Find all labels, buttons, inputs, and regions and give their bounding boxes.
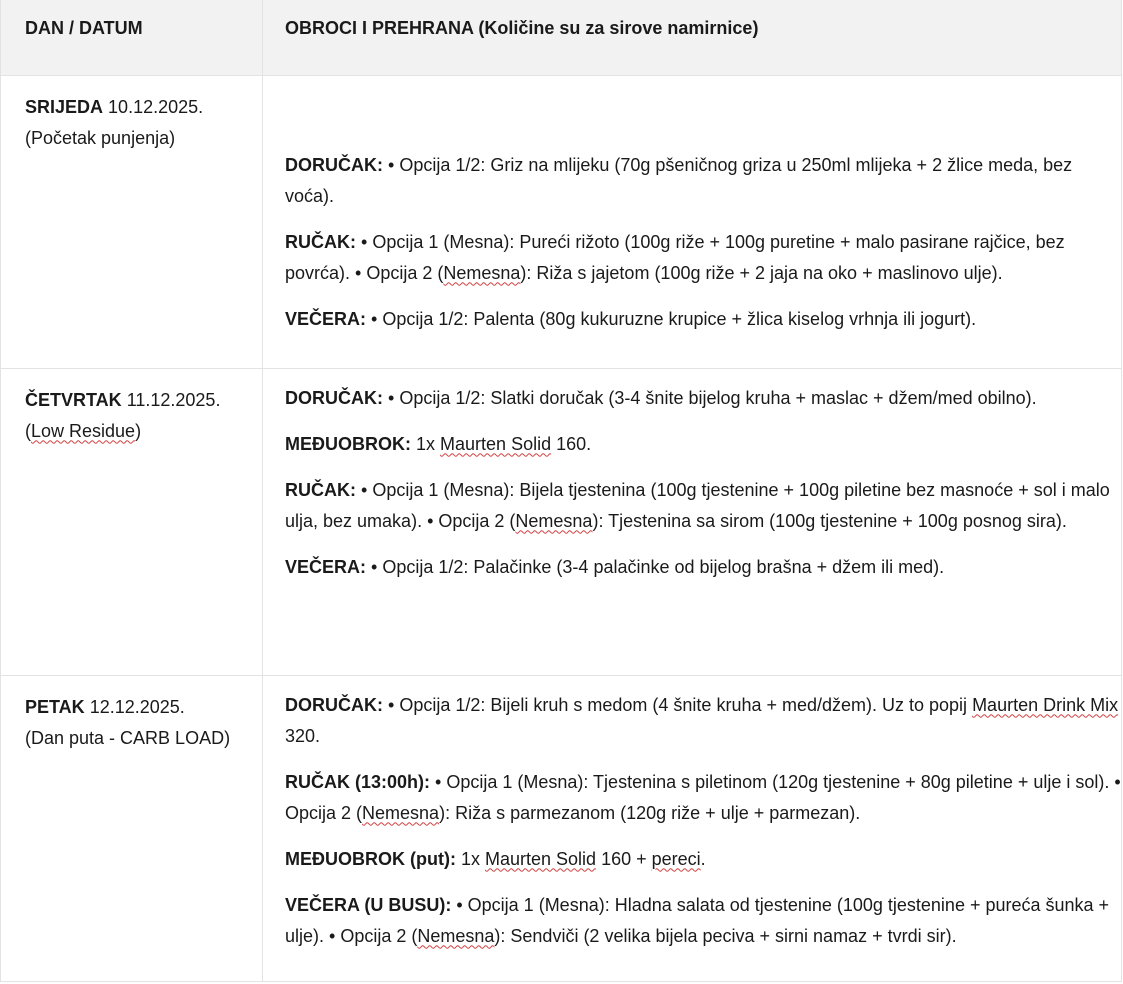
spellcheck-word: Nemesna	[362, 802, 440, 823]
meal-label: VEČERA:	[285, 556, 367, 577]
meal-lunch: RUČAK: • Opcija 1 (Mesna): Bijela tjestenina (100g tjestenine + 100g piletine bez masnoće + sol i malo ulja, bez umaka). • Opcija 2 (Nemesna): Tjestenina sa sirom (100g tjestenine + 100g posnog sira).	[285, 479, 1110, 531]
meal-text: • Opcija 1/2: Griz na mlijeku (70g pšeničnog griza u 250ml mlijeka + 2 žlice meda, bez voća).	[285, 154, 1073, 206]
header-day-date: DAN / DATUM	[1, 0, 263, 75]
spellcheck-word: pereci	[651, 848, 701, 869]
meals-cell	[263, 675, 1122, 981]
day-note: (Low Residue)	[25, 420, 142, 441]
spellcheck-word: Maurten Solid	[440, 433, 552, 454]
meal-label: DORUČAK:	[285, 154, 383, 175]
header-row	[1, 0, 1122, 75]
day-line	[25, 92, 252, 123]
note-text: Low Residue	[31, 420, 136, 441]
meal-dinner	[285, 552, 1121, 583]
day-cell	[1, 75, 263, 368]
spellcheck-word: Maurten Solid	[485, 848, 597, 869]
day-label: SRIJEDA	[25, 96, 104, 117]
meal-label: DORUČAK:	[285, 694, 383, 715]
meal-label: VEČERA (U BUSU):	[285, 894, 452, 915]
meal-dinner: VEČERA (U BUSU): • Opcija 1 (Mesna): Hladna salata od tjestenine (100g tjestenine + pureća šunka + ulje). • Opcija 2 (Nemesna): Sendviči (2 velika bijela peciva + sirni namaz + tvrdi sir).	[285, 894, 1110, 946]
meal-label: DORUČAK:	[285, 387, 383, 408]
day-note: (Početak punjenja)	[25, 127, 176, 148]
meals-cell	[263, 368, 1122, 675]
meals-cell	[263, 75, 1122, 368]
header-meals: OBROCI I PREHRANA (Količine su za sirove namirnice)	[263, 0, 1122, 75]
spellcheck-word: Nemesna	[515, 510, 593, 531]
meal-text: • Opcija 1/2: Palenta (80g kukuruzne krupice + žlica kiselog vrhnja ili jogurt).	[371, 308, 977, 329]
spellcheck-word: Nemesna	[443, 262, 521, 283]
meal-label: VEČERA:	[285, 308, 367, 329]
meal-lunch: RUČAK (13:00h): • Opcija 1 (Mesna): Tjestenina s piletinom (120g tjestenine + 80g piletine + ulje i sol). • Opcija 2 (Nemesna): Riža s parmezanom (120g riže + ulje + parmezan).	[285, 771, 1121, 823]
meal-snack: MEĐUOBROK (put): 1x Maurten Solid 160 + pereci.	[285, 848, 706, 869]
meal-breakfast	[285, 383, 1121, 414]
day-date: 11.12.2025.	[126, 389, 221, 410]
table-row-friday	[1, 675, 1122, 981]
day-date: 12.12.2025.	[89, 696, 185, 717]
spellcheck-word: Nemesna	[417, 925, 495, 946]
meal-label: MEĐUOBROK:	[285, 433, 411, 454]
meal-label: RUČAK:	[285, 479, 356, 500]
day-note: (Dan puta - CARB LOAD)	[25, 727, 231, 748]
spellcheck-word: Maurten Drink Mix	[972, 694, 1119, 715]
day-cell	[1, 675, 263, 981]
day-cell	[1, 368, 263, 675]
meal-lunch: RUČAK: • Opcija 1 (Mesna): Pureći rižoto (100g riže + 100g puretine + malo pasirane rajčice, bez povrća). • Opcija 2 (Nemesna): Riža s jajetom (100g riže + 2 jaja na oko + maslinovo ulje).	[285, 231, 1065, 283]
meal-breakfast	[285, 150, 1121, 212]
meal-label: RUČAK (13:00h):	[285, 771, 431, 792]
day-line	[25, 692, 252, 723]
day-date: 10.12.2025.	[108, 96, 204, 117]
table-row-wednesday	[1, 75, 1122, 368]
meal-dinner	[285, 304, 1121, 335]
day-label: PETAK	[25, 696, 85, 717]
day-line	[25, 385, 252, 416]
meal-text: • Opcija 1/2: Slatki doručak (3-4 šnite bijelog kruha + maslac + džem/med obilno).	[388, 387, 1037, 408]
meal-text: • Opcija 1/2: Palačinke (3-4 palačinke od bijelog brašna + džem ili med).	[371, 556, 945, 577]
meal-label: RUČAK:	[285, 231, 356, 252]
day-label: ČETVRTAK	[25, 389, 122, 410]
meal-snack: MEĐUOBROK: 1x Maurten Solid 160.	[285, 433, 592, 454]
note-text: Početak punjenja	[31, 127, 170, 148]
meal-breakfast: DORUČAK: • Opcija 1/2: Bijeli kruh s medom (4 šnite kruha + med/džem). Uz to popij Maurten Drink Mix 320.	[285, 694, 1119, 746]
meal-label: MEĐUOBROK (put):	[285, 848, 456, 869]
table-row-thursday	[1, 368, 1122, 675]
